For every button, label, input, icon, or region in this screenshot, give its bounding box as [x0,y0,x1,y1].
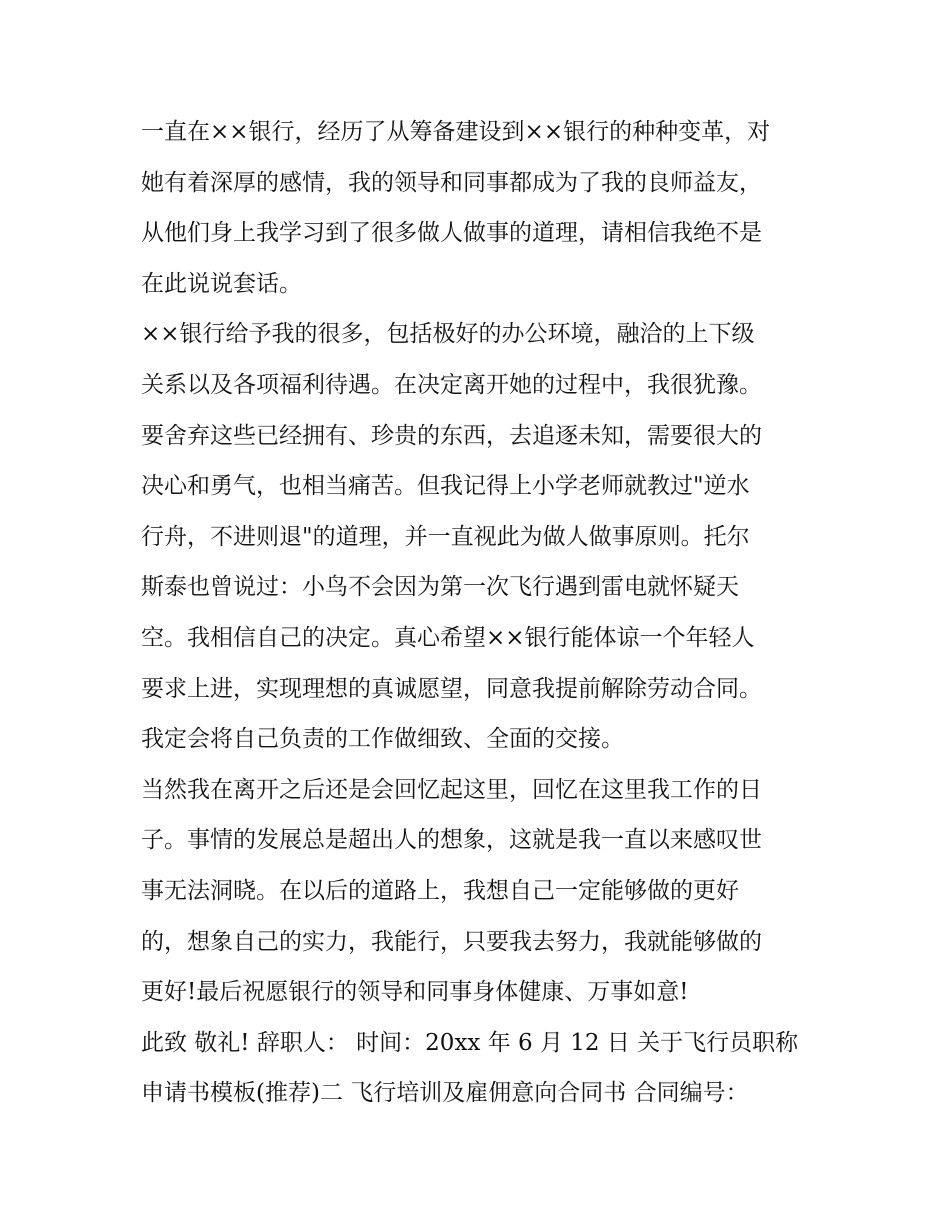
text-line: 空。我相信自己的决定。真心希望××银行能体谅一个年轻人 [141,624,755,651]
text-line: 从他们身上我学习到了很多做人做事的道理，请相信我绝不是 [141,220,762,247]
document-body [141,107,813,1119]
text-line: 决心和勇气，也相当痛苦。但我记得上小学老师就教过"逆水 [141,473,750,500]
text-line: 事无法洞晓。在以后的道路上，我想自己一定能够做的更好 [141,877,739,904]
text-line: 更好!最后祝愿银行的领导和同事身体健康、万事如意! [141,979,689,1006]
text-line: 斯泰也曾说过：小鸟不会因为第一次飞行遇到雷电就怀疑天 [141,574,739,601]
text-line: 的，想象自己的实力，我能行，只要我去努力，我就能够做的 [141,928,762,955]
text-line: 要舍弃这些已经拥有、珍贵的东西，去追逐未知，需要很大的 [141,422,762,449]
text-line: ××银行给予我的很多，包括极好的办公环境，融洽的上下级 [141,321,755,348]
text-line: 她有着深厚的感情，我的领导和同事都成为了我的良师益友， [141,169,762,196]
text-line: 申请书模板(推荐)二 飞行培训及雇佣意向合同书 合同编号： [141,1080,749,1107]
text-line: 当然我在离开之后还是会回忆起这里，回忆在这里我工作的日 [141,776,762,803]
text-line: 我定会将自己负责的工作做细致、全面的交接。 [141,726,624,753]
text-line: 关系以及各项福利待遇。在决定离开她的过程中，我很犹豫。 [141,371,762,398]
text-line: 子。事情的发展总是超出人的想象，这就是我一直以来感叹世 [141,827,762,854]
text-line: 在此说说套话。 [141,270,302,297]
text-line: 行舟，不进则退"的道理，并一直视此为做人做事原则。托尔 [141,523,750,550]
text-line: 此致 敬礼! 辞职人： 时间：20xx 年 6 月 12 日 关于飞行员职称 [141,1029,799,1056]
text-line: 要求上进，实现理想的真诚愿望，同意我提前解除劳动合同。 [141,675,762,702]
text-line: 一直在××银行，经历了从筹备建设到××银行的种种变革，对 [141,119,771,145]
